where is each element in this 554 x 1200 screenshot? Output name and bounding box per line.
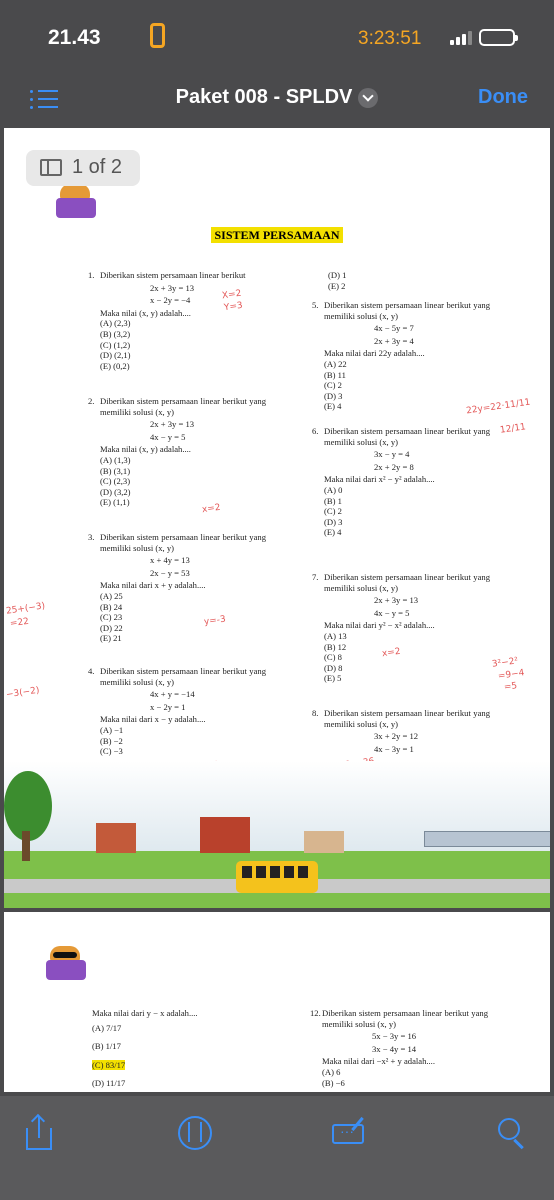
markup-icon[interactable] bbox=[176, 1114, 216, 1154]
chevron-down-icon[interactable] bbox=[358, 88, 378, 108]
page-icon bbox=[40, 159, 62, 176]
right-column: (D) 1 (E) 2 5. Diberikan sistem persamaan linear berikut yang memiliki solusi (x, y) 4x − 5y = 7 2x + 3y = 4 Maka nilai dari 22y adalah.... (A) 22 (B) 11 (C) 2 (D) 3 (E) 4 6. Diberikan sistem persamaan linear berikut yang memiliki solusi (x, y) 3x − y = 4 2x + 2y = 8 Maka nilai dari x² − y² adalah.... (A) 0 (B) 1 (C) 2 (D) 3 (E) 4 7. Diberikan sistem persamaan linear berikut yang memiliki solusi (x, y) 2x + 3y = 13 4x − y = 5 Maka nilai dari y² − x² adalah.... (A) 13 (B) 12 (C) 8 (D) 8 (E) 5 8. Diberikan sistem persamaan linear berikut yang memiliki solusi (x, y) 3x + 2y = 12 4x − 3y = 1 bbox=[312, 270, 502, 291]
mascot-cat-image bbox=[56, 184, 96, 220]
question-2: 2. Diberikan sistem persamaan linear berikut yang memiliki solusi (x, y) 2x + 3y = 13 4x − y = 5 Maka nilai (x, y) adalah.... (A) (1,3) (B) (3,1) (C) (2,3) (D) (3,2) (E) (1,1) bbox=[88, 396, 266, 508]
question-5: 5. Diberikan sistem persamaan linear berikut yang memiliki solusi (x, y) 4x − 5y = 7 2x + 3y = 4 Maka nilai dari 22y adalah.... (A) 22 (B) 11 (C) 2 (D) 3 (E) 4 bbox=[312, 300, 490, 412]
navigation-bar bbox=[0, 72, 554, 127]
page-indicator: 1 of 2 bbox=[26, 150, 140, 186]
signal-icon bbox=[450, 31, 474, 45]
status-bar bbox=[0, 0, 554, 72]
bottom-toolbar bbox=[0, 1096, 554, 1200]
question-12: 12. Diberikan sistem persamaan linear berikut yang memiliki solusi (x, y) 5x − 3y = 16 3x − 4y = 14 Maka nilai dari −x² + y adalah.... (A) 6 (B) −6 bbox=[310, 1008, 488, 1088]
bus-image bbox=[236, 861, 318, 893]
screen-recording-timer[interactable]: 3:23:51 bbox=[358, 28, 422, 49]
page2-left-column: Maka nilai dari y − x adalah.... (A) 7/17 (B) 1/17 (C) 83/17 (D) 11/17 bbox=[92, 1008, 198, 1089]
question-6: 6. Diberikan sistem persamaan linear berikut yang memiliki solusi (x, y) 3x − y = 4 2x + 2y = 8 Maka nilai dari x² − y² adalah.... (A) 0 (B) 1 (C) 2 (D) 3 (E) 4 bbox=[312, 426, 490, 538]
share-icon[interactable] bbox=[20, 1114, 60, 1154]
clock: 21.43 bbox=[48, 26, 101, 49]
footer-illustration bbox=[4, 761, 550, 908]
mascot-cat-image bbox=[46, 946, 86, 982]
question-7: 7. Diberikan sistem persamaan linear berikut yang memiliki solusi (x, y) 2x + 3y = 13 4x − y = 5 Maka nilai dari y² − x² adalah.... (A) 13 (B) 12 (C) 8 (D) 8 (E) 5 bbox=[312, 572, 490, 684]
doc-heading: SISTEM PERSAMAAN bbox=[4, 228, 550, 243]
question-8: 8. Diberikan sistem persamaan linear berikut yang memiliki solusi (x, y) 3x + 2y = 12 4x − 3y = 1 bbox=[312, 708, 490, 754]
phone-icon bbox=[150, 23, 165, 48]
question-4: 4. Diberikan sistem persamaan linear berikut yang memiliki solusi (x, y) 4x + y = −14 x − 2y = 1 Maka nilai dari x − y adalah.... (A) −1 (B) −2 (C) −3 bbox=[88, 666, 266, 757]
text-annotation-icon[interactable] bbox=[330, 1114, 370, 1154]
search-icon[interactable] bbox=[494, 1114, 534, 1154]
pdf-page-1[interactable]: SISTEM PERSAMAAN 1. Diberikan sistem persamaan linear berikut 2x + 3y = 13 x − 2y = −4 Maka nilai (x, y) adalah.... (A) (2,3) (B) (3,2) (C) (1,2) (D) (2,1) (E) (0,2) 2. Diberikan sistem persamaan linear berikut yang memiliki solusi (x, y) 2x + 3y = 13 4x − y = 5 Maka nilai (x, y) adalah.... (A) (1,3) (B) (3,1) (C) (2,3) (D) (3,2) (E) (1,1) 3. Diberikan sistem persamaan linear berikut yang memiliki solusi (x, y) x + 4y = 13 2x − y = 53 Maka nilai dari x + y adalah.... (A) 25 (B) 24 (C) 23 (D) 22 (E) 21 4. Diberikan sistem persamaan linear berikut yang memiliki solusi (x, y) 4x + y = −14 x − 2y = 1 Maka nilai dari x − y adalah.... (A) −1 (B) −2 (C) −3 (D) 1 (E) 2 5. Diberikan sistem persamaan linear berikut yang memiliki solusi (x, y) 4x − 5y = 7 2x + 3y = 4 Maka nilai dari 22y adalah.... (A) 22 (B) 11 (C) 2 (D) 3 (E) 4 6. Diberikan sistem persamaan linear berikut yang memiliki solusi (x, y) 3x − y = 4 2x + 2y = 8 Maka nilai dari x² − y² adalah.... (A) 0 (B) 1 (C) 2 (D) 3 (E) 4 7. Diberikan sistem persamaan linear berikut yang memiliki solusi (x, y) 2x + 3y = 13 4x − y = 5 Maka nilai dari y² − x² adalah.... (A) 13 (B) 12 (C) 8 (D) 8 (E) 5 8. Diberikan sistem persamaan linear berikut yang memiliki solusi (x, y) 3x + 2y = 12 4x − 3y = 1 X=2 Y=3 x=2 y=-3 x=2 22y=22·11/11 12/11 −3(−2) 25+(−3) =22 3²−2² =9−4 =5 bbox=[4, 128, 550, 908]
document-title[interactable]: Paket 008 - SPLDV bbox=[0, 86, 554, 109]
done-button[interactable]: Done bbox=[478, 86, 528, 108]
question-3: 3. Diberikan sistem persamaan linear berikut yang memiliki solusi (x, y) x + 4y = 13 2x − y = 53 Maka nilai dari x + y adalah.... (A) 25 (B) 24 (C) 23 (D) 22 (E) 21 bbox=[88, 532, 266, 644]
pdf-page-2[interactable] bbox=[4, 912, 550, 1092]
question-1: 1. Diberikan sistem persamaan linear berikut 2x + 3y = 13 x − 2y = −4 Maka nilai (x, y) adalah.... (A) (2,3) (B) (3,2) (C) (1,2) (D) (2,1) (E) (0,2) bbox=[88, 270, 246, 371]
battery-icon bbox=[479, 29, 515, 46]
